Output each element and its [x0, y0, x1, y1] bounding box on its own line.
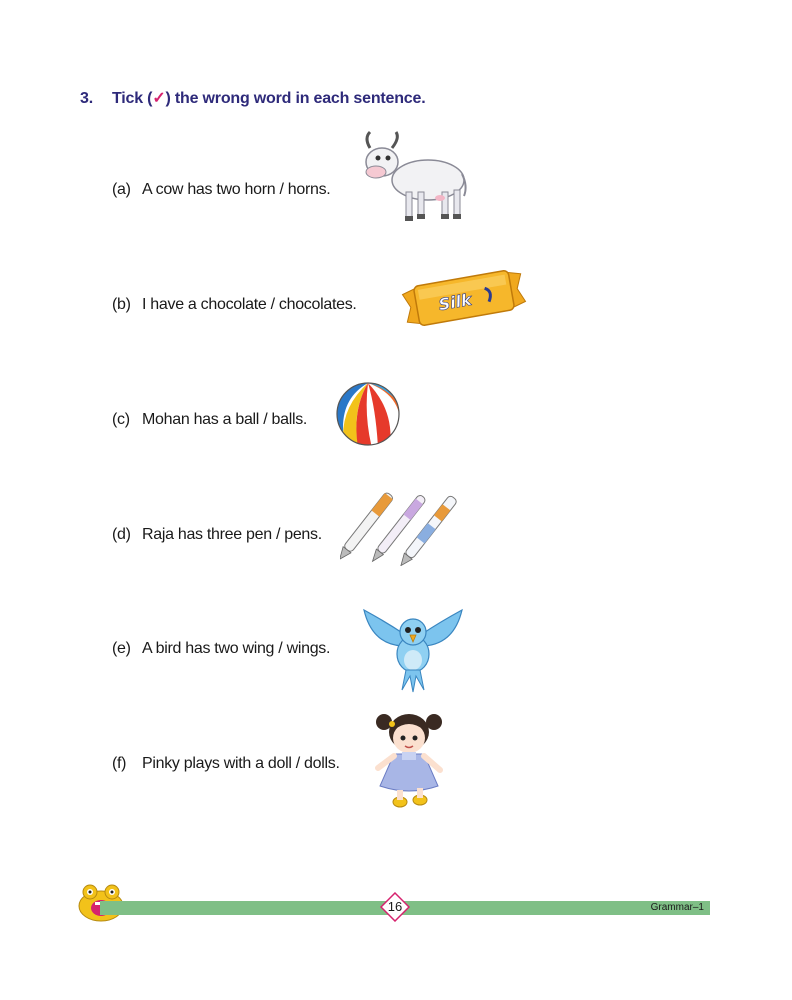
sentence-b: [112, 296, 357, 314]
pens-icon: [340, 482, 462, 566]
sentence-label: (d): [112, 526, 131, 543]
exercise-heading: [80, 88, 425, 108]
sentence-a: [112, 181, 330, 199]
sentence-f: [112, 755, 340, 773]
bird-icon: [362, 604, 464, 694]
sentence-label: (b): [112, 296, 131, 313]
sentence-e: [112, 640, 330, 658]
sentence-text[interactable]: I have a chocolate / chocolates.: [142, 296, 357, 313]
sentence-label: (a): [112, 181, 131, 198]
doll-icon: [372, 708, 446, 812]
sentence-label: (e): [112, 640, 131, 657]
sentence-d: [112, 526, 322, 544]
sentence-text[interactable]: A cow has two horn / horns.: [142, 181, 331, 198]
book-title: Grammar–1: [650, 902, 704, 913]
tick-icon: ✓: [152, 90, 166, 107]
sentence-label: (c): [112, 411, 130, 428]
sentence-text[interactable]: Pinky plays with a doll / dolls.: [142, 755, 340, 772]
wrapper-brand-text: Silk: [437, 289, 474, 315]
instruction-pre: Tick (: [112, 90, 153, 107]
cow-icon: [362, 130, 470, 226]
sentence-text[interactable]: Raja has three pen / pens.: [142, 526, 322, 543]
beach-ball-icon: [334, 380, 402, 448]
instruction-post: ) the wrong word in each sentence.: [165, 90, 426, 107]
sentence-label: (f): [112, 755, 127, 772]
page-number: 16: [387, 899, 403, 914]
sentence-c: [112, 411, 307, 429]
chocolate-bar-icon: [398, 262, 530, 334]
sentence-text[interactable]: Mohan has a ball / balls.: [142, 411, 308, 428]
exercise-number: 3.: [80, 90, 93, 107]
sentence-text[interactable]: A bird has two wing / wings.: [142, 640, 331, 657]
